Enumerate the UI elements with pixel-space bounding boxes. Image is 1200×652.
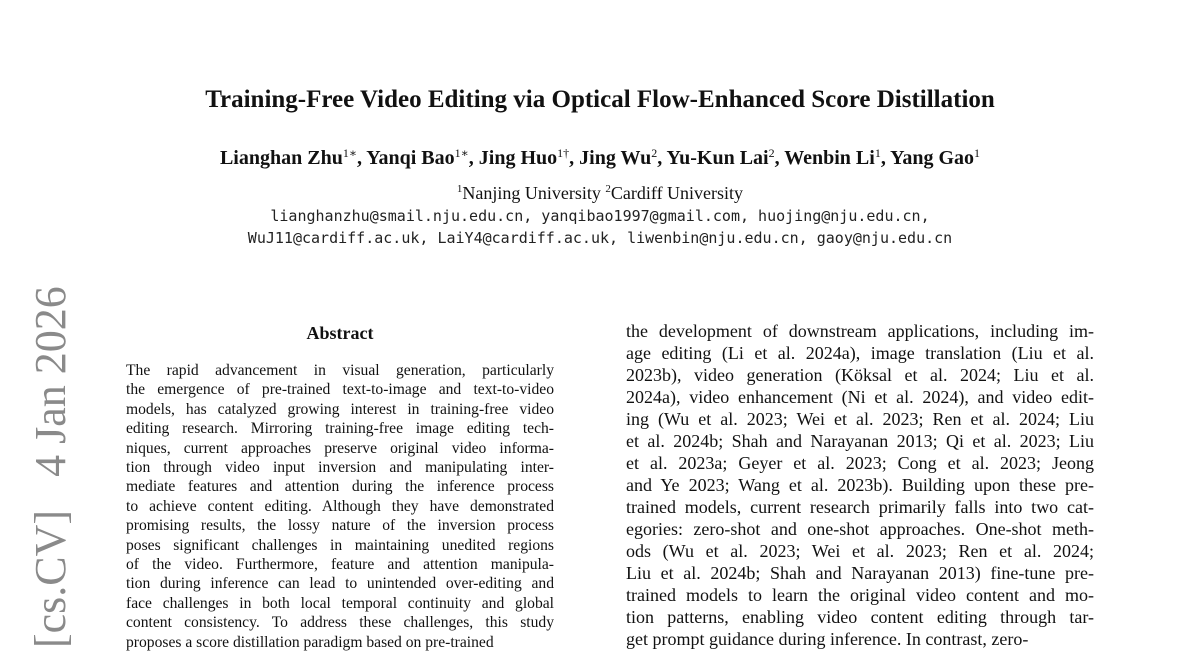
email-line: WuJ11@cardiff.ac.uk, LaiY4@cardiff.ac.uk, liwenbin@nju.edu.cn, gaoy@nju.edu.cn [247,229,953,247]
paper-title: Training-Free Video Editing via Optical Flow-Enhanced Score Distillation [205,86,995,113]
text-line: the development of downstream applications, including im- [626,321,1094,341]
author: Lianghan Zhu$^{1∗}$, [219,146,367,169]
text-line: 2023b), video generation (Köksal et al. 2024; Liu et al. [626,365,1094,385]
text-line: niques, current approaches preserve original video informa- [126,439,554,457]
text-line: trained models, current research primarily falls into two cat- [626,497,1094,517]
text-line: ods (Wu et al. 2023; Wei et al. 2023; Ren et al. 2024; [626,541,1094,561]
text-line: the emergence of pre-trained text-to-image and text-to-video [126,381,554,399]
author-emails [0,205,1200,249]
abstract-text [126,361,554,652]
text-line: tion through video input inversion and manipulating inter- [126,459,554,477]
text-line: tion patterns, enabling video content editing through tar- [626,607,1094,627]
text-line: face challenges in both local temporal continuity and global [126,594,554,612]
text-line: tion during inference can lead to unintended over-editing and [126,575,554,593]
text-line: age editing (Li et al. 2024a), image translation (Liu et al. [626,343,1094,363]
author-list [0,144,1200,172]
body-text-right-column [626,320,1094,650]
text-line: of the video. Furthermore, feature and attention manipula- [126,556,554,574]
text-line: promising results, the lossy nature of the inversion process [126,517,554,535]
text-line: trained models to learn the original video content and mo- [626,585,1094,605]
text-line: to achieve content editing. Although they have demonstrated [126,497,554,515]
author: Yang Gao$^1$ [890,146,981,169]
abstract-heading: Abstract [306,323,374,343]
text-line: get prompt guidance during inference. In contrast, zero- [626,629,1029,649]
arxiv-side-stamp: [cs.CV] 4 Jan 2026 [26,286,75,648]
text-line: proposes a score distillation paradigm based on pre-trained [126,633,494,651]
text-line: Liu et al. 2024b; Shah and Narayanan 2013) fine-tune pre- [626,563,1094,583]
author: Jing Huo$^{1\dagger}$, [478,146,580,169]
text-line: ing (Wu et al. 2023; Wei et al. 2023; Ren et al. 2024; Liu [626,409,1094,429]
text-line: and Ye 2023; Wang et al. 2023b). Building upon these pre- [626,475,1094,495]
text-line: mediate features and attention during the inference process [126,478,554,496]
affiliations: $^1$Nanjing University $^2$Cardiff University [456,183,744,203]
author: Wenbin Li$^1$, [784,146,891,169]
text-line: content consistency. To address these challenges, this study [126,614,554,632]
text-line: models, has catalyzed growing interest in training-free video [126,400,554,418]
text-line: editing research. Mirroring training-free image editing tech- [126,420,554,438]
text-line: et al. 2024b; Shah and Narayanan 2013; Qi et al. 2023; Liu [626,431,1094,451]
author: Yanqi Bao$^{1∗}$, [366,146,479,169]
author: Yu-Kun Lai$^2$, [666,146,785,169]
email-line: lianghanzhu@smail.nju.edu.cn, yanqibao1997@gmail.com, huojing@nju.edu.cn, [270,207,930,225]
affiliation-nju: Nanjing University [462,183,601,203]
text-line: et al. 2023a; Geyer et al. 2023; Cong et al. 2023; Jeong [626,453,1094,473]
author: Jing Wu$^2$, [579,146,667,169]
text-line: The rapid advancement in visual generation, particularly [126,362,554,379]
text-line: poses significant challenges in maintaining unedited regions [126,536,554,554]
text-line: egories: zero-shot and one-shot approaches. One-shot meth- [626,519,1094,539]
affiliation-cardiff: Cardiff University [610,183,744,203]
text-line: 2024a), video enhancement (Ni et al. 2024), and video edit- [626,387,1094,407]
